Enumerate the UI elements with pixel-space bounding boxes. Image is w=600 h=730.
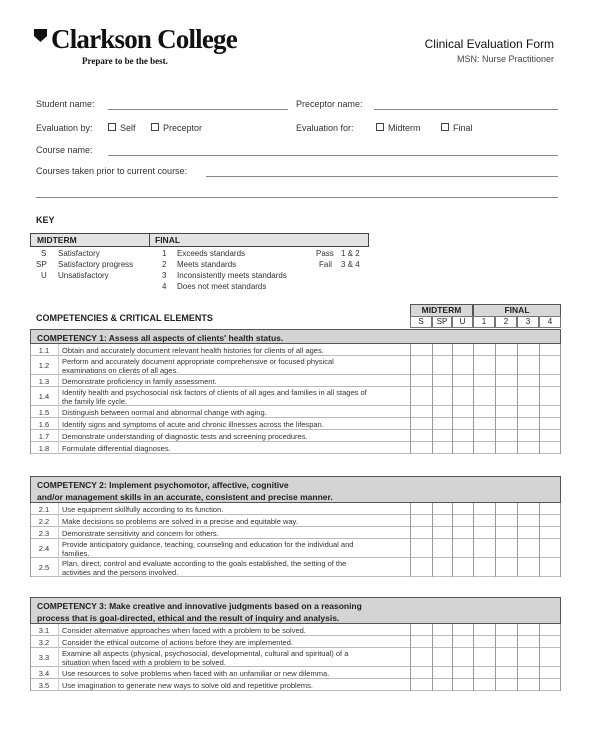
rating-cell[interactable] xyxy=(410,387,432,406)
rating-cell[interactable] xyxy=(432,558,452,577)
criterion-text xyxy=(62,638,407,647)
rating-cell[interactable] xyxy=(495,442,517,454)
criterion-number: 1.7 xyxy=(38,431,50,441)
rating-cell[interactable] xyxy=(432,539,452,558)
final-col-1: 1 xyxy=(473,316,495,328)
pass-label: Pass xyxy=(316,249,334,258)
rating-cell[interactable] xyxy=(539,539,561,558)
rating-cell[interactable] xyxy=(495,515,517,527)
criterion-text-line: Consider alternative approaches when faced with a problem to be solved. xyxy=(62,625,306,635)
preceptor-checkbox[interactable] xyxy=(151,123,159,131)
criterion-number: 1.1 xyxy=(38,345,50,355)
rating-cell[interactable] xyxy=(473,356,495,375)
criterion-number: 1.2 xyxy=(38,361,50,370)
rating-cell[interactable] xyxy=(517,624,539,636)
rating-cell[interactable] xyxy=(452,442,473,454)
rating-cell[interactable] xyxy=(495,558,517,577)
criterion-text-line: Examine all aspects (physical, psychosocial, developmental, cultural and spiritual) of a xyxy=(62,648,349,658)
rating-cell[interactable] xyxy=(473,418,495,430)
rating-cell[interactable] xyxy=(473,558,495,577)
criterion-text xyxy=(62,432,407,441)
rating-cell[interactable] xyxy=(432,636,452,648)
rating-cell[interactable] xyxy=(452,667,473,679)
criterion-text-line: families. xyxy=(62,548,90,558)
rating-cell[interactable] xyxy=(452,527,473,539)
rating-cell[interactable] xyxy=(517,418,539,430)
rating-cell[interactable] xyxy=(452,430,473,442)
rating-cell[interactable] xyxy=(473,375,495,387)
midterm-col-sp: SP xyxy=(432,316,452,328)
rating-cell[interactable] xyxy=(517,515,539,527)
rating-cell[interactable] xyxy=(410,636,432,648)
criterion-text-line: Distinguish between normal and abnormal change with aging. xyxy=(62,407,267,417)
rating-cell[interactable] xyxy=(432,527,452,539)
competency-title-line: COMPETENCY 3: Make creative and innovative judgments based on a reasoning xyxy=(37,601,362,611)
rating-cell[interactable] xyxy=(473,406,495,418)
rating-cell[interactable] xyxy=(452,515,473,527)
rating-cell[interactable] xyxy=(517,679,539,691)
criterion-text-line: Perform and accurately document appropriate comprehensive or focused physical xyxy=(62,356,334,366)
criterion-number: 1.6 xyxy=(38,419,50,429)
criterion-text-line: Demonstrate understanding of diagnostic tests and screening procedures. xyxy=(62,431,308,441)
criterion-text-line: Demonstrate proficiency in family assessment. xyxy=(62,376,217,386)
rating-cell[interactable] xyxy=(539,679,561,691)
rating-cell[interactable] xyxy=(452,558,473,577)
criterion-number: 2.5 xyxy=(38,563,50,572)
criterion-number: 2.2 xyxy=(38,516,50,526)
rating-cell[interactable] xyxy=(473,636,495,648)
rating-cell[interactable] xyxy=(410,648,432,667)
courses-taken-field-line2[interactable] xyxy=(36,197,558,198)
rating-cell[interactable] xyxy=(432,624,452,636)
criterion-text xyxy=(62,649,407,667)
rating-cell[interactable] xyxy=(410,344,432,356)
criterion-text xyxy=(62,540,407,558)
criterion-text-line: Consider the ethical outcome of actions before they are implemented. xyxy=(62,637,293,647)
rating-cell[interactable] xyxy=(495,624,517,636)
criterion-text-line: Identify signs and symptoms of acute and chronic illnesses across the lifespan. xyxy=(62,419,324,429)
rating-cell[interactable] xyxy=(452,539,473,558)
rating-cell[interactable] xyxy=(539,624,561,636)
key-midterm-code: U xyxy=(41,271,47,280)
college-name: Clarkson College xyxy=(51,24,237,54)
criterion-number: 1.4 xyxy=(38,392,50,401)
rating-cell[interactable] xyxy=(452,375,473,387)
criterion-text xyxy=(62,420,407,429)
rating-cell[interactable] xyxy=(495,387,517,406)
rating-cell[interactable] xyxy=(495,344,517,356)
rating-cell[interactable] xyxy=(432,375,452,387)
criterion-text xyxy=(62,529,407,538)
section-left-border xyxy=(30,344,31,454)
criterion-text-line: Identify health and psychosocial risk factors of clients of all ages and families in all stages of xyxy=(62,387,367,397)
number-divider xyxy=(58,503,59,577)
shield-icon xyxy=(34,29,47,42)
rating-cell[interactable] xyxy=(539,375,561,387)
self-option[interactable]: Self xyxy=(108,123,136,133)
rating-cell[interactable] xyxy=(495,539,517,558)
rating-cell[interactable] xyxy=(539,387,561,406)
rating-cell[interactable] xyxy=(473,515,495,527)
number-divider xyxy=(58,344,59,454)
key-final-code: 1 xyxy=(162,249,167,258)
rating-cell[interactable] xyxy=(517,387,539,406)
rating-cell[interactable] xyxy=(473,503,495,515)
preceptor-option[interactable]: Preceptor xyxy=(151,123,202,133)
rating-cell[interactable] xyxy=(495,527,517,539)
rating-cell[interactable] xyxy=(517,430,539,442)
rating-cell[interactable] xyxy=(473,344,495,356)
criterion-text-line: Formulate differential diagnoses. xyxy=(62,443,171,453)
rating-cell[interactable] xyxy=(517,375,539,387)
final-option[interactable]: Final xyxy=(441,123,473,133)
final-col-3: 3 xyxy=(517,316,539,328)
criterion-text-line: activities and the persons involved. xyxy=(62,567,179,577)
criterion-text-line: the family life cycle. xyxy=(62,396,128,406)
criterion-text xyxy=(62,408,407,417)
key-midterm-text: Unsatisfactory xyxy=(58,271,109,280)
rating-cell[interactable] xyxy=(410,515,432,527)
rating-cell[interactable] xyxy=(495,636,517,648)
self-checkbox[interactable] xyxy=(108,123,116,131)
criterion-text-line: situation when faced with a problem to be solved. xyxy=(62,657,226,667)
key-final-text: Inconsistently meets standards xyxy=(177,271,287,280)
rating-cell[interactable] xyxy=(473,648,495,667)
rating-cell[interactable] xyxy=(410,527,432,539)
criterion-number: 3.5 xyxy=(38,680,50,690)
criterion-text xyxy=(62,444,407,453)
rating-cell[interactable] xyxy=(517,558,539,577)
fail-label: Fail xyxy=(319,260,332,269)
final-checkbox[interactable] xyxy=(441,123,449,131)
criterion-text-line: Plan, direct, control and evaluate according to the goals established, the setting of the xyxy=(62,558,347,568)
rating-cell[interactable] xyxy=(517,539,539,558)
rating-cell[interactable] xyxy=(410,418,432,430)
rating-cell[interactable] xyxy=(432,418,452,430)
fail-values: 3 & 4 xyxy=(341,260,360,269)
rating-cell[interactable] xyxy=(473,667,495,679)
key-final-code: 2 xyxy=(162,260,167,269)
form-title: Clinical Evaluation Form xyxy=(424,37,554,51)
evaluation-by-label: Evaluation by: xyxy=(36,123,93,133)
rating-cell[interactable] xyxy=(432,648,452,667)
criterion-number: 3.1 xyxy=(38,625,50,635)
rating-cell[interactable] xyxy=(432,356,452,375)
course-name-label: Course name: xyxy=(36,145,93,155)
rating-cell[interactable] xyxy=(452,406,473,418)
rating-cell[interactable] xyxy=(539,648,561,667)
competency-title-line: process that is goal-directed, ethical and the result of inquiry and analysis. xyxy=(37,613,340,623)
rating-cell[interactable] xyxy=(517,344,539,356)
number-divider xyxy=(58,624,59,691)
criterion-number: 2.3 xyxy=(38,528,50,538)
rating-cell[interactable] xyxy=(410,558,432,577)
criterion-text xyxy=(62,681,407,690)
courses-taken-field[interactable] xyxy=(206,176,558,177)
courses-taken-label: Courses taken prior to current course: xyxy=(36,166,188,176)
criterion-text-line: Provide anticipatory guidance, teaching, counseling and education for the individual and xyxy=(62,539,354,549)
rating-cell[interactable] xyxy=(410,442,432,454)
rating-cell[interactable] xyxy=(495,503,517,515)
criterion-text xyxy=(62,388,407,406)
rating-cell[interactable] xyxy=(410,539,432,558)
criterion-number: 1.5 xyxy=(38,407,50,417)
rating-cell[interactable] xyxy=(517,648,539,667)
rating-cell[interactable] xyxy=(539,667,561,679)
key-final-text: Does not meet standards xyxy=(177,282,267,291)
rating-cell[interactable] xyxy=(473,527,495,539)
rating-cell[interactable] xyxy=(432,344,452,356)
key-midterm-header: MIDTERM xyxy=(37,235,77,245)
rating-cell[interactable] xyxy=(452,356,473,375)
rating-cell[interactable] xyxy=(495,375,517,387)
rating-cell[interactable] xyxy=(410,503,432,515)
key-title: KEY xyxy=(36,215,55,225)
rating-cell[interactable] xyxy=(452,503,473,515)
rating-cell[interactable] xyxy=(432,679,452,691)
rating-cell[interactable] xyxy=(473,539,495,558)
rating-cell[interactable] xyxy=(452,344,473,356)
midterm-checkbox[interactable] xyxy=(376,123,384,131)
criterion-text xyxy=(62,357,407,375)
criterion-text-line: Demonstrate sensitivity and concern for others. xyxy=(62,528,219,538)
competency-3-header xyxy=(30,597,561,624)
midterm-group-header: MIDTERM xyxy=(410,304,473,317)
rating-cell[interactable] xyxy=(410,667,432,679)
rating-cell[interactable] xyxy=(432,503,452,515)
rating-cell[interactable] xyxy=(432,406,452,418)
course-name-field[interactable] xyxy=(108,155,558,156)
rating-cell[interactable] xyxy=(517,356,539,375)
college-tagline: Prepare to be the best. xyxy=(82,56,168,66)
rating-cell[interactable] xyxy=(452,387,473,406)
key-midterm-code: S xyxy=(41,249,47,258)
competency-2-header xyxy=(30,476,561,503)
competency-title-line: COMPETENCY 2: Implement psychomotor, affective, cognitive xyxy=(37,480,289,490)
final-col-4: 4 xyxy=(539,316,561,328)
rating-cell[interactable] xyxy=(473,624,495,636)
rating-cell[interactable] xyxy=(539,356,561,375)
criterion-text xyxy=(62,377,407,386)
rating-cell[interactable] xyxy=(539,636,561,648)
key-midterm-text: Satisfactory xyxy=(58,249,100,258)
rating-cell[interactable] xyxy=(517,667,539,679)
rating-cell[interactable] xyxy=(432,442,452,454)
rating-cell[interactable] xyxy=(539,406,561,418)
rating-cell[interactable] xyxy=(452,636,473,648)
rating-cell[interactable] xyxy=(495,679,517,691)
rating-cell[interactable] xyxy=(410,679,432,691)
criterion-text-line: Use imagination to generate new ways to solve old and repetitive problems. xyxy=(62,680,313,690)
rating-cell[interactable] xyxy=(432,387,452,406)
rating-cell[interactable] xyxy=(452,624,473,636)
section-left-border xyxy=(30,503,31,577)
rating-cell[interactable] xyxy=(410,356,432,375)
criterion-text xyxy=(62,517,407,526)
key-final-header: FINAL xyxy=(155,235,181,245)
rating-cell[interactable] xyxy=(517,406,539,418)
rating-cell[interactable] xyxy=(473,442,495,454)
rating-cell[interactable] xyxy=(473,430,495,442)
rating-cell[interactable] xyxy=(495,418,517,430)
rating-cell[interactable] xyxy=(539,503,561,515)
criterion-text xyxy=(62,346,407,355)
criterion-text xyxy=(62,626,407,635)
rating-cell[interactable] xyxy=(410,375,432,387)
criterion-text xyxy=(62,505,407,514)
section-left-border xyxy=(30,624,31,691)
rating-cell[interactable] xyxy=(495,648,517,667)
competencies-title: COMPETENCIES & CRITICAL ELEMENTS xyxy=(36,313,213,323)
criterion-text-line: Obtain and accurately document relevant health histories for clients of all ages. xyxy=(62,345,324,355)
criterion-number: 1.3 xyxy=(38,376,50,386)
student-name-label: Student name: xyxy=(36,99,95,109)
criterion-text-line: Use resources to solve problems when faced with an unfamiliar or new dilemma. xyxy=(62,668,330,678)
criterion-number: 3.2 xyxy=(38,637,50,647)
rating-cell[interactable] xyxy=(432,515,452,527)
rating-cell[interactable] xyxy=(539,344,561,356)
rating-cell[interactable] xyxy=(539,418,561,430)
rating-cell[interactable] xyxy=(517,636,539,648)
rating-cell[interactable] xyxy=(452,679,473,691)
criterion-text xyxy=(62,669,407,678)
rating-cell[interactable] xyxy=(539,442,561,454)
midterm-col-u: U xyxy=(452,316,473,328)
rating-cell[interactable] xyxy=(473,387,495,406)
competency-1-header xyxy=(30,329,561,344)
criterion-text xyxy=(62,559,407,577)
final-col-2: 2 xyxy=(495,316,517,328)
rating-cell[interactable] xyxy=(495,356,517,375)
criterion-number: 2.1 xyxy=(38,504,50,514)
rating-cell[interactable] xyxy=(495,667,517,679)
rating-cell[interactable] xyxy=(517,503,539,515)
rating-cell[interactable] xyxy=(452,648,473,667)
competency-title-line: COMPETENCY 1: Assess all aspects of clients' health status. xyxy=(37,333,284,343)
midterm-option[interactable]: Midterm xyxy=(376,123,421,133)
rating-cell[interactable] xyxy=(410,406,432,418)
criterion-text-line: examinations on clients of all ages. xyxy=(62,365,179,375)
rating-cell[interactable] xyxy=(495,430,517,442)
evaluation-for-label: Evaluation for: xyxy=(296,123,354,133)
midterm-col-s: S xyxy=(410,316,432,328)
rating-cell[interactable] xyxy=(432,667,452,679)
key-final-code: 4 xyxy=(162,282,167,291)
rating-cell[interactable] xyxy=(432,430,452,442)
key-final-text: Meets standards xyxy=(177,260,237,269)
key-final-text: Exceeds standards xyxy=(177,249,246,258)
form-subtitle: MSN: Nurse Practitioner xyxy=(456,54,554,64)
rating-cell[interactable] xyxy=(517,527,539,539)
preceptor-name-field[interactable] xyxy=(374,109,558,110)
criterion-number: 2.4 xyxy=(38,544,50,553)
rating-cell[interactable] xyxy=(539,527,561,539)
rating-cell[interactable] xyxy=(539,515,561,527)
criterion-number: 1.8 xyxy=(38,443,50,453)
preceptor-name-label: Preceptor name: xyxy=(296,99,363,109)
rating-cell[interactable] xyxy=(539,430,561,442)
rating-cell[interactable] xyxy=(517,442,539,454)
rating-cell[interactable] xyxy=(410,430,432,442)
key-midterm-code: SP xyxy=(36,260,47,269)
criterion-text-line: Make decisions so problems are solved in a precise and equitable way. xyxy=(62,516,298,526)
final-group-header: FINAL xyxy=(473,304,561,317)
college-logo xyxy=(34,24,237,55)
criterion-number: 3.3 xyxy=(38,653,50,662)
key-header-bar xyxy=(30,233,369,247)
pass-values: 1 & 2 xyxy=(341,249,360,258)
key-final-code: 3 xyxy=(162,271,167,280)
criterion-number: 3.4 xyxy=(38,668,50,678)
rating-cell[interactable] xyxy=(539,558,561,577)
key-midterm-text: Satisfactory progress xyxy=(58,260,134,269)
rating-cell[interactable] xyxy=(410,624,432,636)
criterion-text-line: Use equipment skillfully according to its function. xyxy=(62,504,224,514)
student-name-field[interactable] xyxy=(108,109,288,110)
rating-cell[interactable] xyxy=(452,418,473,430)
rating-cell[interactable] xyxy=(473,679,495,691)
competency-title-line: and/or management skills in an accurate, consistent and precise manner. xyxy=(37,492,333,502)
rating-cell[interactable] xyxy=(495,406,517,418)
